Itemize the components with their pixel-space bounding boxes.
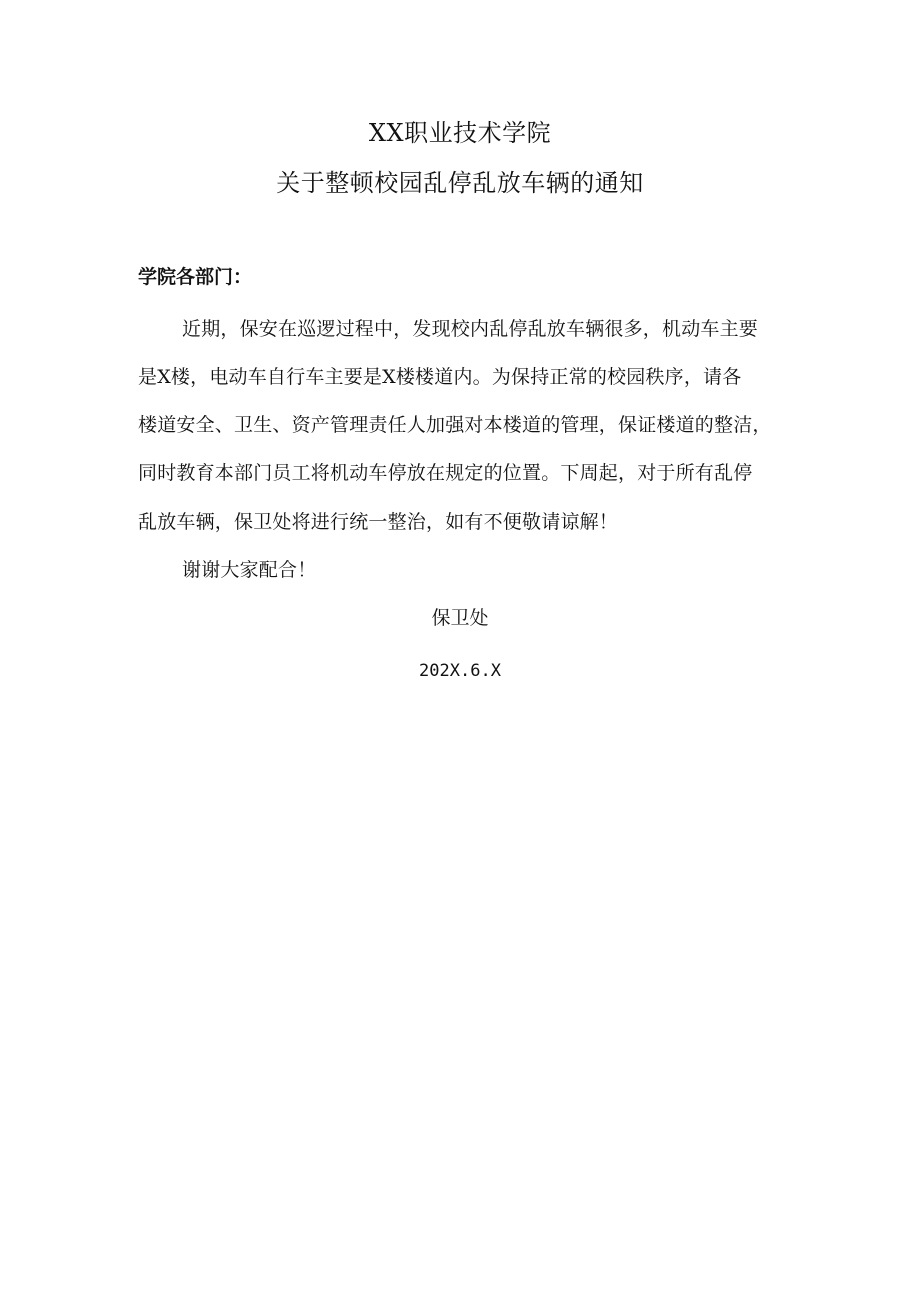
document-title-institution: XX职业技术学院 — [368, 119, 552, 147]
signature: 保卫处 — [431, 607, 489, 629]
date: 202X.6.X — [419, 661, 501, 681]
body-line: 楼道安全、卫生、资产管理责任人加强对本楼道的管理，保证楼道的整洁， — [138, 414, 772, 436]
body-line: 乱放车辆，保卫处将进行统一整治，如有不便敬请谅解！ — [138, 511, 619, 533]
thanks-line: 谢谢大家配合！ — [182, 559, 317, 581]
salutation: 学院各部门： — [138, 266, 253, 288]
body-line: 同时教育本部门员工将机动车停放在规定的位置。下周起，对于所有乱停 — [138, 462, 753, 484]
document-title-subject: 关于整顿校园乱停乱放车辆的通知 — [276, 169, 644, 197]
body-line: 是X楼，电动车自行车主要是X楼楼道内。为保持正常的校园秩序，请各 — [138, 366, 742, 388]
body-line: 近期，保安在巡逻过程中，发现校内乱停乱放车辆很多，机动车主要 — [182, 318, 759, 340]
